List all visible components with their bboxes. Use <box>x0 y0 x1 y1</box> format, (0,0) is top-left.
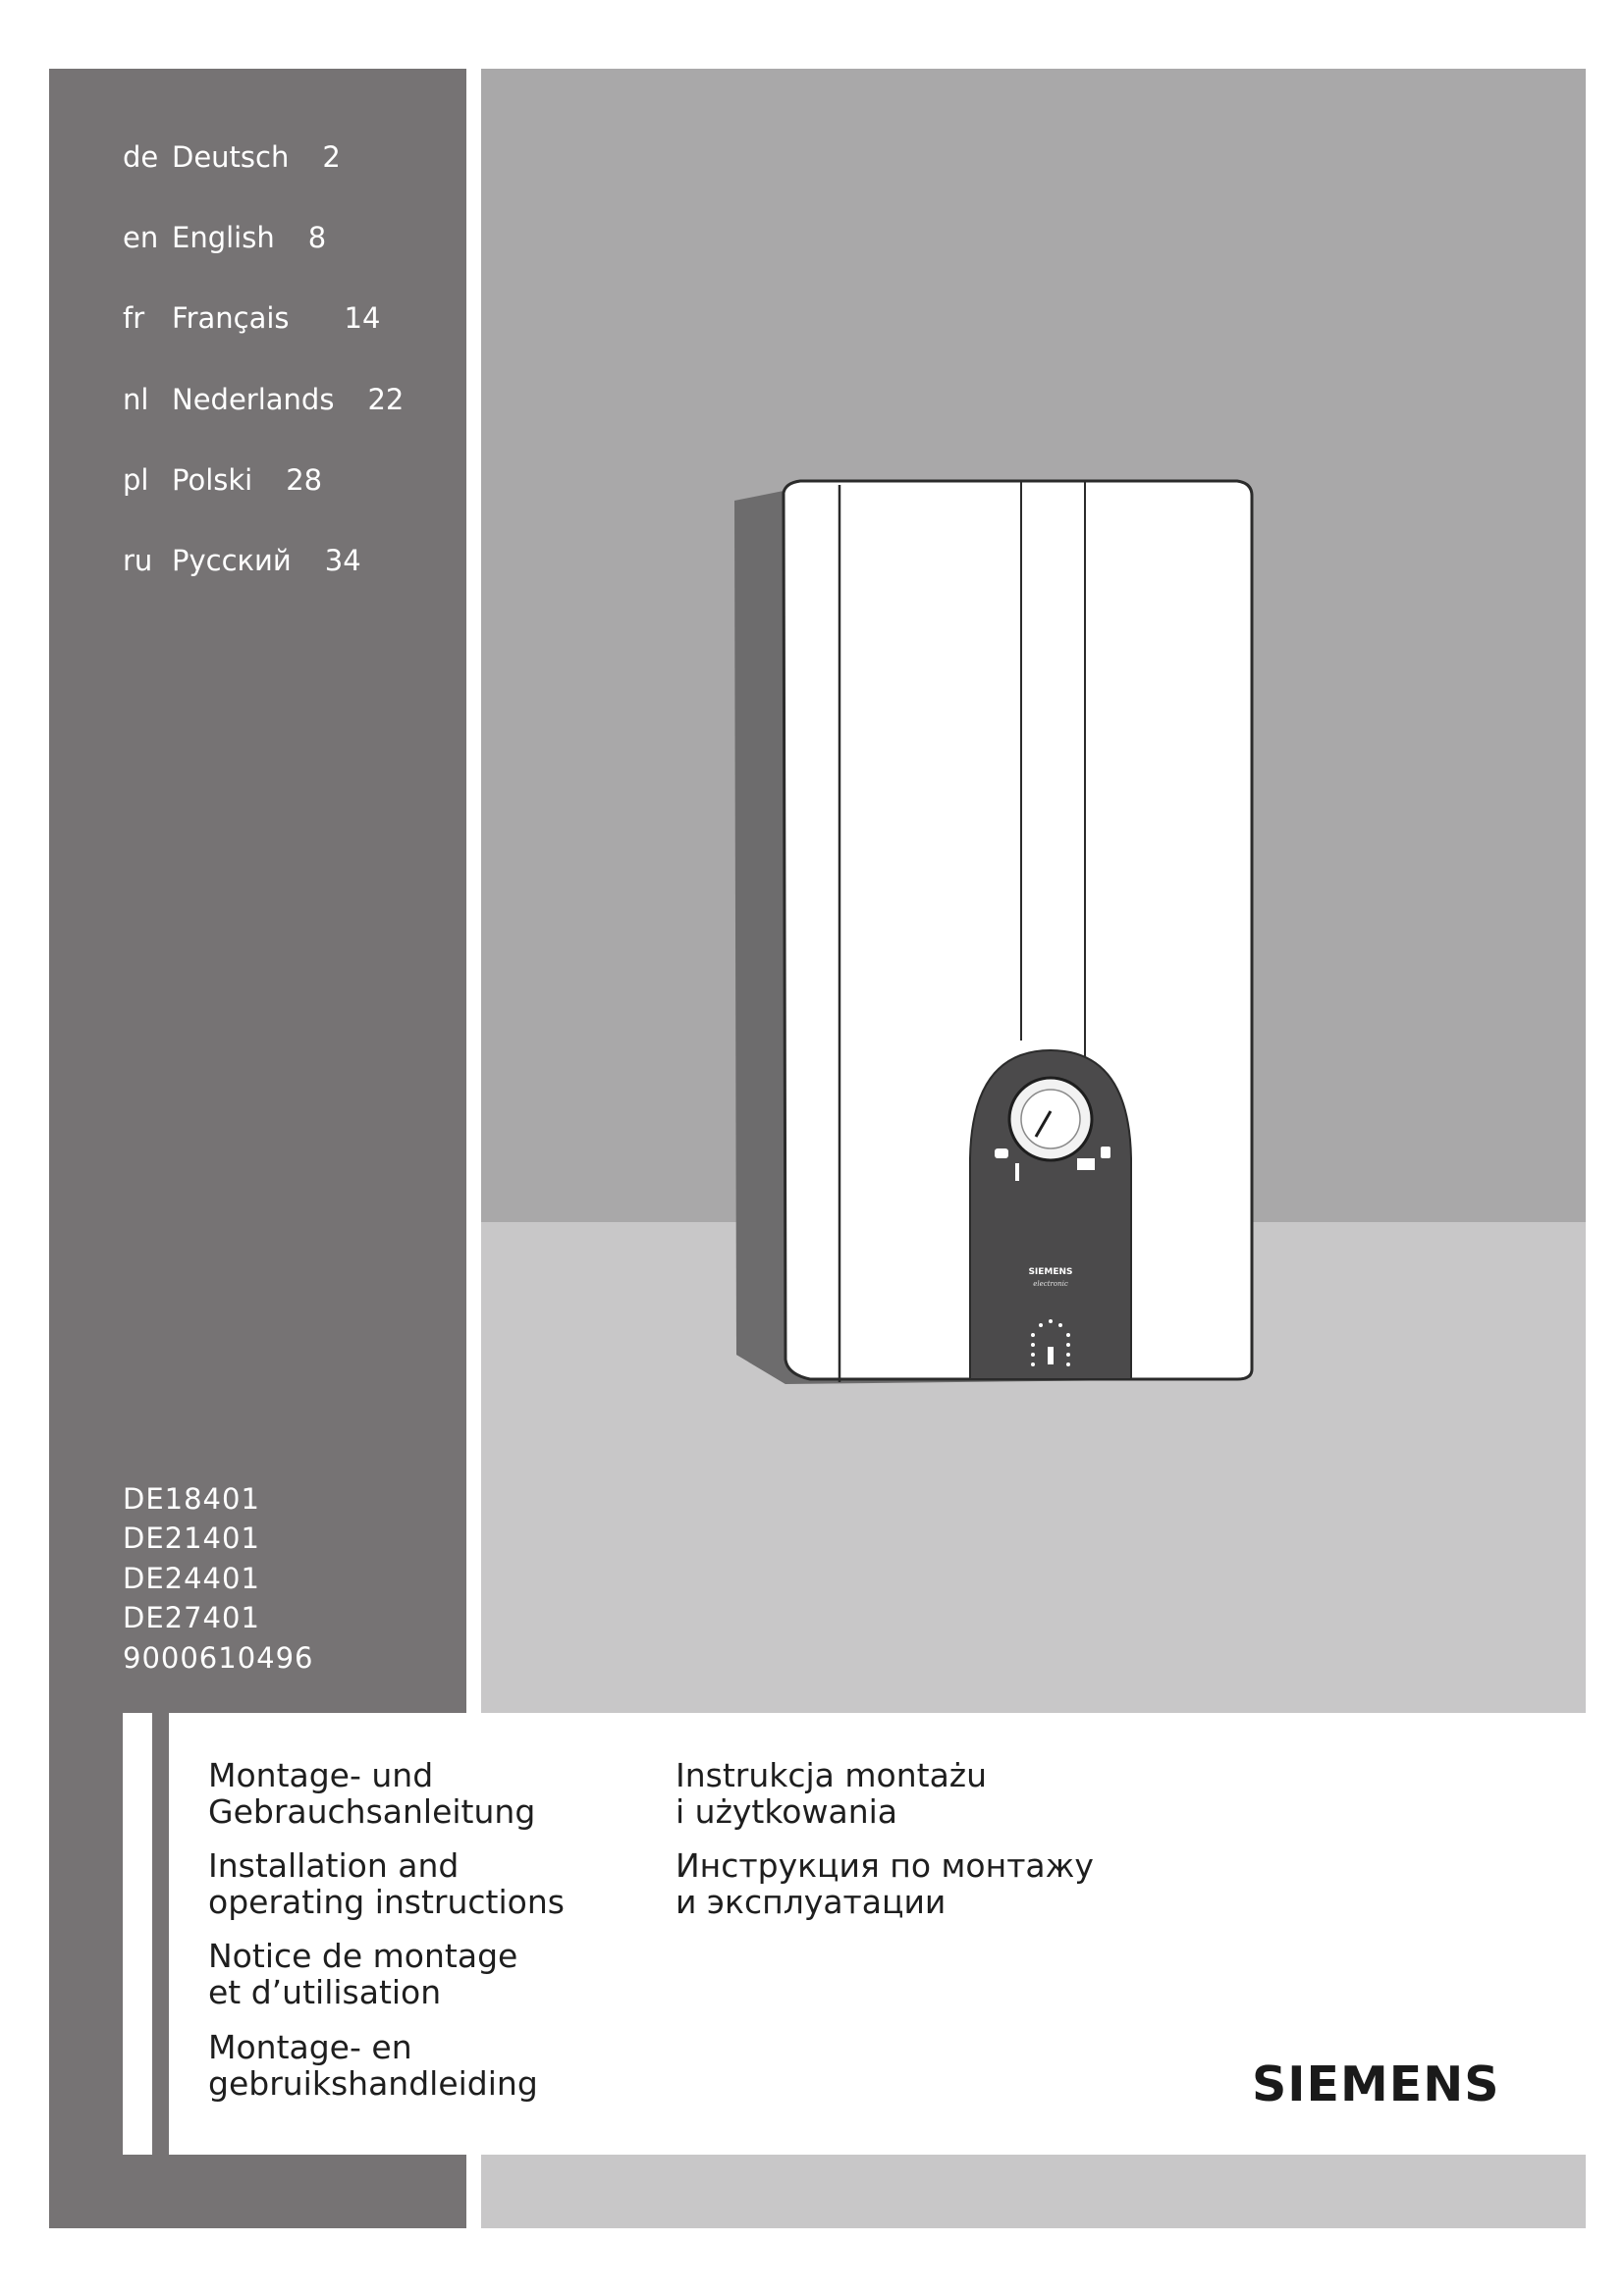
background-footer <box>481 2155 1586 2228</box>
language-item-en[interactable] <box>123 221 326 254</box>
language-page: 34 <box>324 544 361 577</box>
language-name: Nederlands <box>172 383 335 416</box>
title-nl <box>208 2029 538 2102</box>
language-name: Русский <box>172 544 292 577</box>
title-line: Installation and <box>208 1846 460 1885</box>
device-sub-label: electronic <box>1033 1280 1068 1288</box>
language-page: 8 <box>307 221 327 254</box>
language-page: 28 <box>286 463 323 497</box>
title-pl <box>676 1757 987 1830</box>
title-line: i użytkowania <box>676 1792 898 1831</box>
model-number: DE18401 <box>123 1482 260 1516</box>
language-page: 22 <box>367 383 405 416</box>
language-code: de <box>123 140 159 174</box>
language-code: pl <box>123 463 149 497</box>
language-item-fr[interactable] <box>123 301 380 335</box>
title-line: et d’utilisation <box>208 1973 442 2011</box>
language-page: 2 <box>322 140 341 174</box>
language-code: en <box>123 221 159 254</box>
title-band-bar <box>123 1713 152 2155</box>
model-number: DE24401 <box>123 1562 260 1595</box>
language-code: fr <box>123 301 145 335</box>
language-name: Deutsch <box>172 140 290 174</box>
title-ru <box>676 1847 1094 1920</box>
title-fr <box>208 1938 517 2010</box>
model-number: DE27401 <box>123 1601 260 1634</box>
language-item-nl[interactable] <box>123 383 404 416</box>
title-line: Montage- en <box>208 2028 412 2066</box>
device-brand-label: SIEMENS <box>1028 1267 1073 1277</box>
water-heater-illustration <box>727 471 1276 1414</box>
language-item-ru[interactable] <box>123 544 361 577</box>
siemens-logo: SIEMENS <box>1252 2056 1500 2112</box>
article-number: 9000610496 <box>123 1641 314 1675</box>
language-item-de[interactable] <box>123 140 341 174</box>
title-en <box>208 1847 565 1920</box>
language-page: 14 <box>344 301 381 335</box>
language-code: nl <box>123 383 149 416</box>
title-line: Инструкция по монтажу <box>676 1846 1094 1885</box>
language-item-pl[interactable] <box>123 463 322 497</box>
title-line: Instrukcja montażu <box>676 1756 988 1794</box>
title-line: Montage- und <box>208 1756 434 1794</box>
title-line: Gebrauchsanleitung <box>208 1792 536 1831</box>
title-line: gebruikshandleiding <box>208 2064 538 2103</box>
title-line: operating instructions <box>208 1883 565 1921</box>
language-code: ru <box>123 544 153 577</box>
title-line: Notice de montage <box>208 1937 518 1975</box>
title-line: и эксплуатации <box>676 1883 947 1921</box>
title-de <box>208 1757 535 1830</box>
language-name: Français <box>172 301 290 335</box>
language-name: English <box>172 221 275 254</box>
model-number: DE21401 <box>123 1522 260 1555</box>
language-name: Polski <box>172 463 253 497</box>
